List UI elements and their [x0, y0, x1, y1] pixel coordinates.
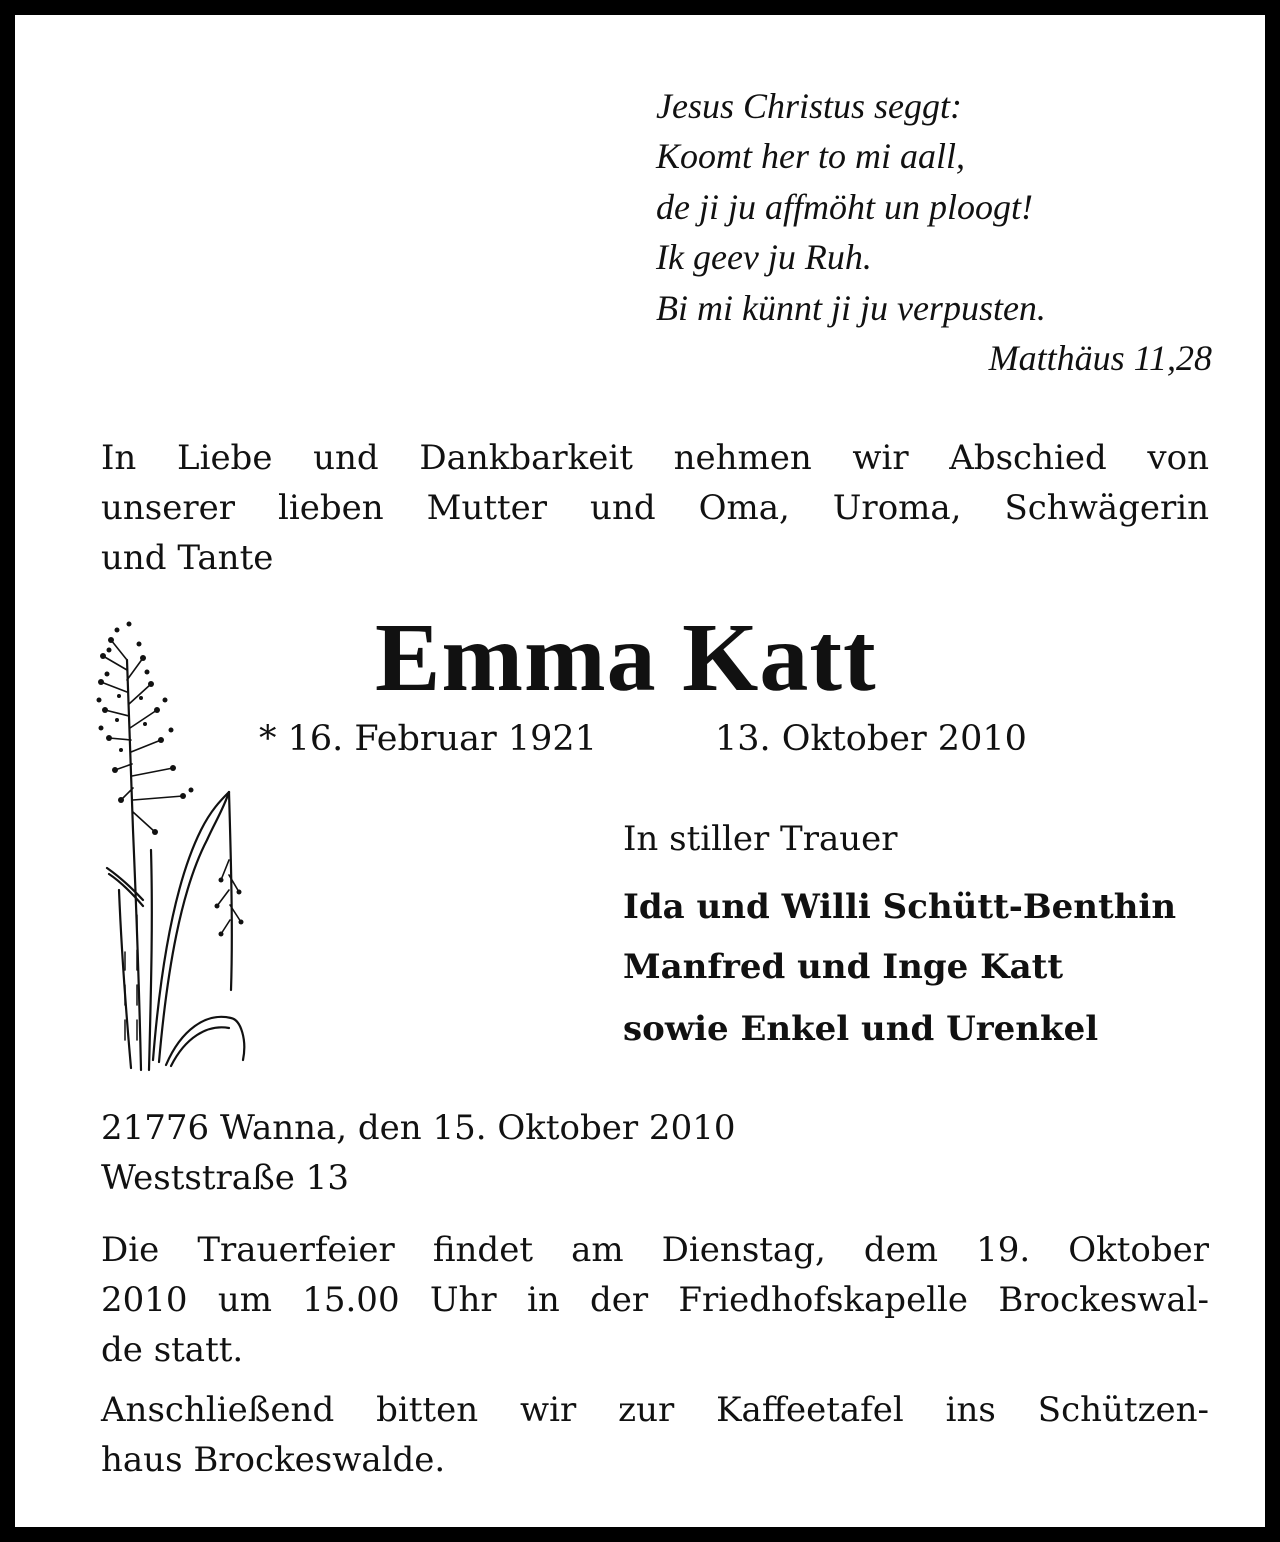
ceremony-line: 2010 um 15.00 Uhr in der Friedhofskapelle Brockeswal- [101, 1280, 1209, 1320]
death-date: 13. Oktober 2010 [715, 719, 1027, 759]
verse-line: Jesus Christus seggt: [656, 86, 962, 126]
verse-line: Ik geev ju Ruh. [656, 237, 872, 277]
verse-line: de ji ju affmöht un ploogt! [656, 187, 1033, 227]
reception-line: haus Brockeswalde. [101, 1440, 446, 1480]
mourner-name: Ida und Willi Schütt-Benthin [623, 887, 1177, 927]
grass-illustration-icon [81, 600, 261, 1080]
ceremony-line: de statt. [101, 1330, 244, 1370]
verse-line: Bi mi künnt ji ju verpusten. [656, 288, 1046, 328]
reception-line: Anschließend bitten wir zur Kaffeetafel ins Schützen- [101, 1390, 1209, 1430]
mourning-heading: In stiller Trauer [623, 819, 898, 859]
place-date: 21776 Wanna, den 15. Oktober 2010 [101, 1108, 736, 1148]
deceased-name: Emma Katt [375, 604, 877, 712]
verse-reference: Matthäus 11,28 [988, 338, 1212, 378]
intro-line: In Liebe und Dankbarkeit nehmen wir Abschied von [101, 438, 1209, 478]
birth-date: * 16. Februar 1921 [259, 719, 597, 759]
street-address: Weststraße 13 [101, 1158, 349, 1198]
intro-line: unserer lieben Mutter und Oma, Uroma, Schwägerin [101, 488, 1209, 528]
verse-line: Koomt her to mi aall, [656, 136, 966, 176]
mourner-name: sowie Enkel und Urenkel [623, 1009, 1099, 1049]
mourner-name: Manfred und Inge Katt [623, 947, 1064, 987]
ceremony-line: Die Trauerfeier findet am Dienstag, dem 19. Oktober [101, 1230, 1209, 1270]
intro-line: und Tante [101, 538, 274, 578]
